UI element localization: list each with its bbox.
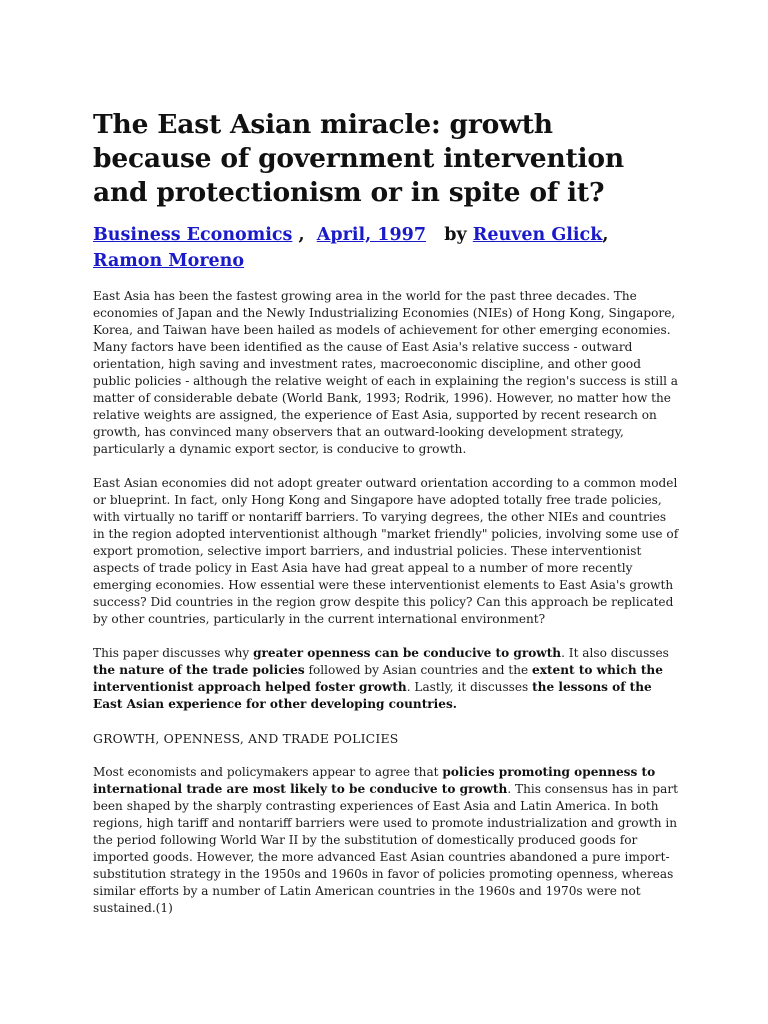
byline: [93, 222, 679, 274]
overview-text-2: . It also discusses: [561, 646, 669, 660]
overview-text-3: followed by Asian countries and the: [304, 663, 533, 677]
paragraph-trade-models: East Asian economies did not adopt greater outward orientation according to a common model or blueprint. In fact, only Hong Kong and Singapore have adopted totally free trade policies, with virtually no tariff or nontariff barriers. To varying degrees, the other NIEs and countries in the region adopted interventionist although "market friendly" policies, involving some use of export promotion, selective import barriers, and industrial policies. These interventionist aspects of trade policy in East Asia have had great appeal to a number of more recently emerging economies. How essential were these interventionist elements to East Asia's growth success? Did countries in the region grow despite this policy? Can this approach be replicated by other countries, particularly in the current international environment?: [93, 476, 679, 626]
author-link-ramon-moreno[interactable]: Ramon Moreno: [93, 251, 245, 271]
paragraph-openness: [93, 764, 679, 917]
openness-text-2: . This consensus has in part been shaped by the sharply contrasting experiences of East Asia and Latin America. In both regions, high tariff and nontariff barriers were used to promote industrialization and growth in the period following World War II by the substitution of domestically produced goods for imported goods. However, the more advanced East Asian countries abandoned a pure import-substitution strategy in the 1950s and 1960s in favor of policies promoting openness, whereas similar efforts by a number of Latin American countries in the 1960s and 1970s were not sustained.(1): [93, 782, 678, 915]
openness-text-1: Most economists and policymakers appear to agree that: [93, 765, 443, 779]
article: [93, 108, 679, 917]
date-link[interactable]: April, 1997: [316, 225, 427, 245]
overview-text-1: This paper discusses why: [93, 646, 254, 660]
overview-bold-4: the lessons of the East Asian experience for other developing countries.: [93, 680, 652, 711]
author-link-reuven-glick[interactable]: Reuven Glick: [472, 225, 603, 245]
overview-text-4: . Lastly, it discusses: [406, 680, 533, 694]
section-heading: GROWTH, OPENNESS, AND TRADE POLICIES: [93, 731, 399, 746]
paragraph-paper-overview: [93, 645, 679, 713]
byline-by: by: [438, 225, 473, 245]
publication-link[interactable]: Business Economics: [93, 225, 293, 245]
byline-separator: ,: [292, 225, 311, 245]
overview-bold-1: greater openness can be conducive to growth: [253, 646, 562, 660]
overview-bold-2: the nature of the trade policies: [93, 663, 305, 677]
byline-comma: ,: [602, 225, 609, 245]
overview-bold-3: extent to which the interventionist approach helped foster growth: [93, 663, 663, 694]
article-title: The East Asian miracle: growth because of government intervention and protectionism or in spite of it?: [93, 109, 624, 208]
openness-bold-1: policies promoting openness to international trade are most likely to be conducive to growth: [93, 765, 656, 796]
paragraph-intro: East Asia has been the fastest growing area in the world for the past three decades. The economies of Japan and the Newly Industrializing Economies (NIEs) of Hong Kong, Singapore, Korea, and Taiwan have been hailed as models of achievement for other emerging economies. Many factors have been identified as the cause of East Asia's relative success - outward orientation, high saving and investment rates, macroeconomic discipline, and other good public policies - although the relative weight of each in explaining the region's success is still a matter of considerable debate (World Bank, 1993; Rodrik, 1996). However, no matter how the relative weights are assigned, the experience of East Asia, supported by recent research on growth, has convinced many observers that an outward-looking development strategy, particularly a dynamic export sector, is conducive to growth.: [93, 289, 678, 456]
